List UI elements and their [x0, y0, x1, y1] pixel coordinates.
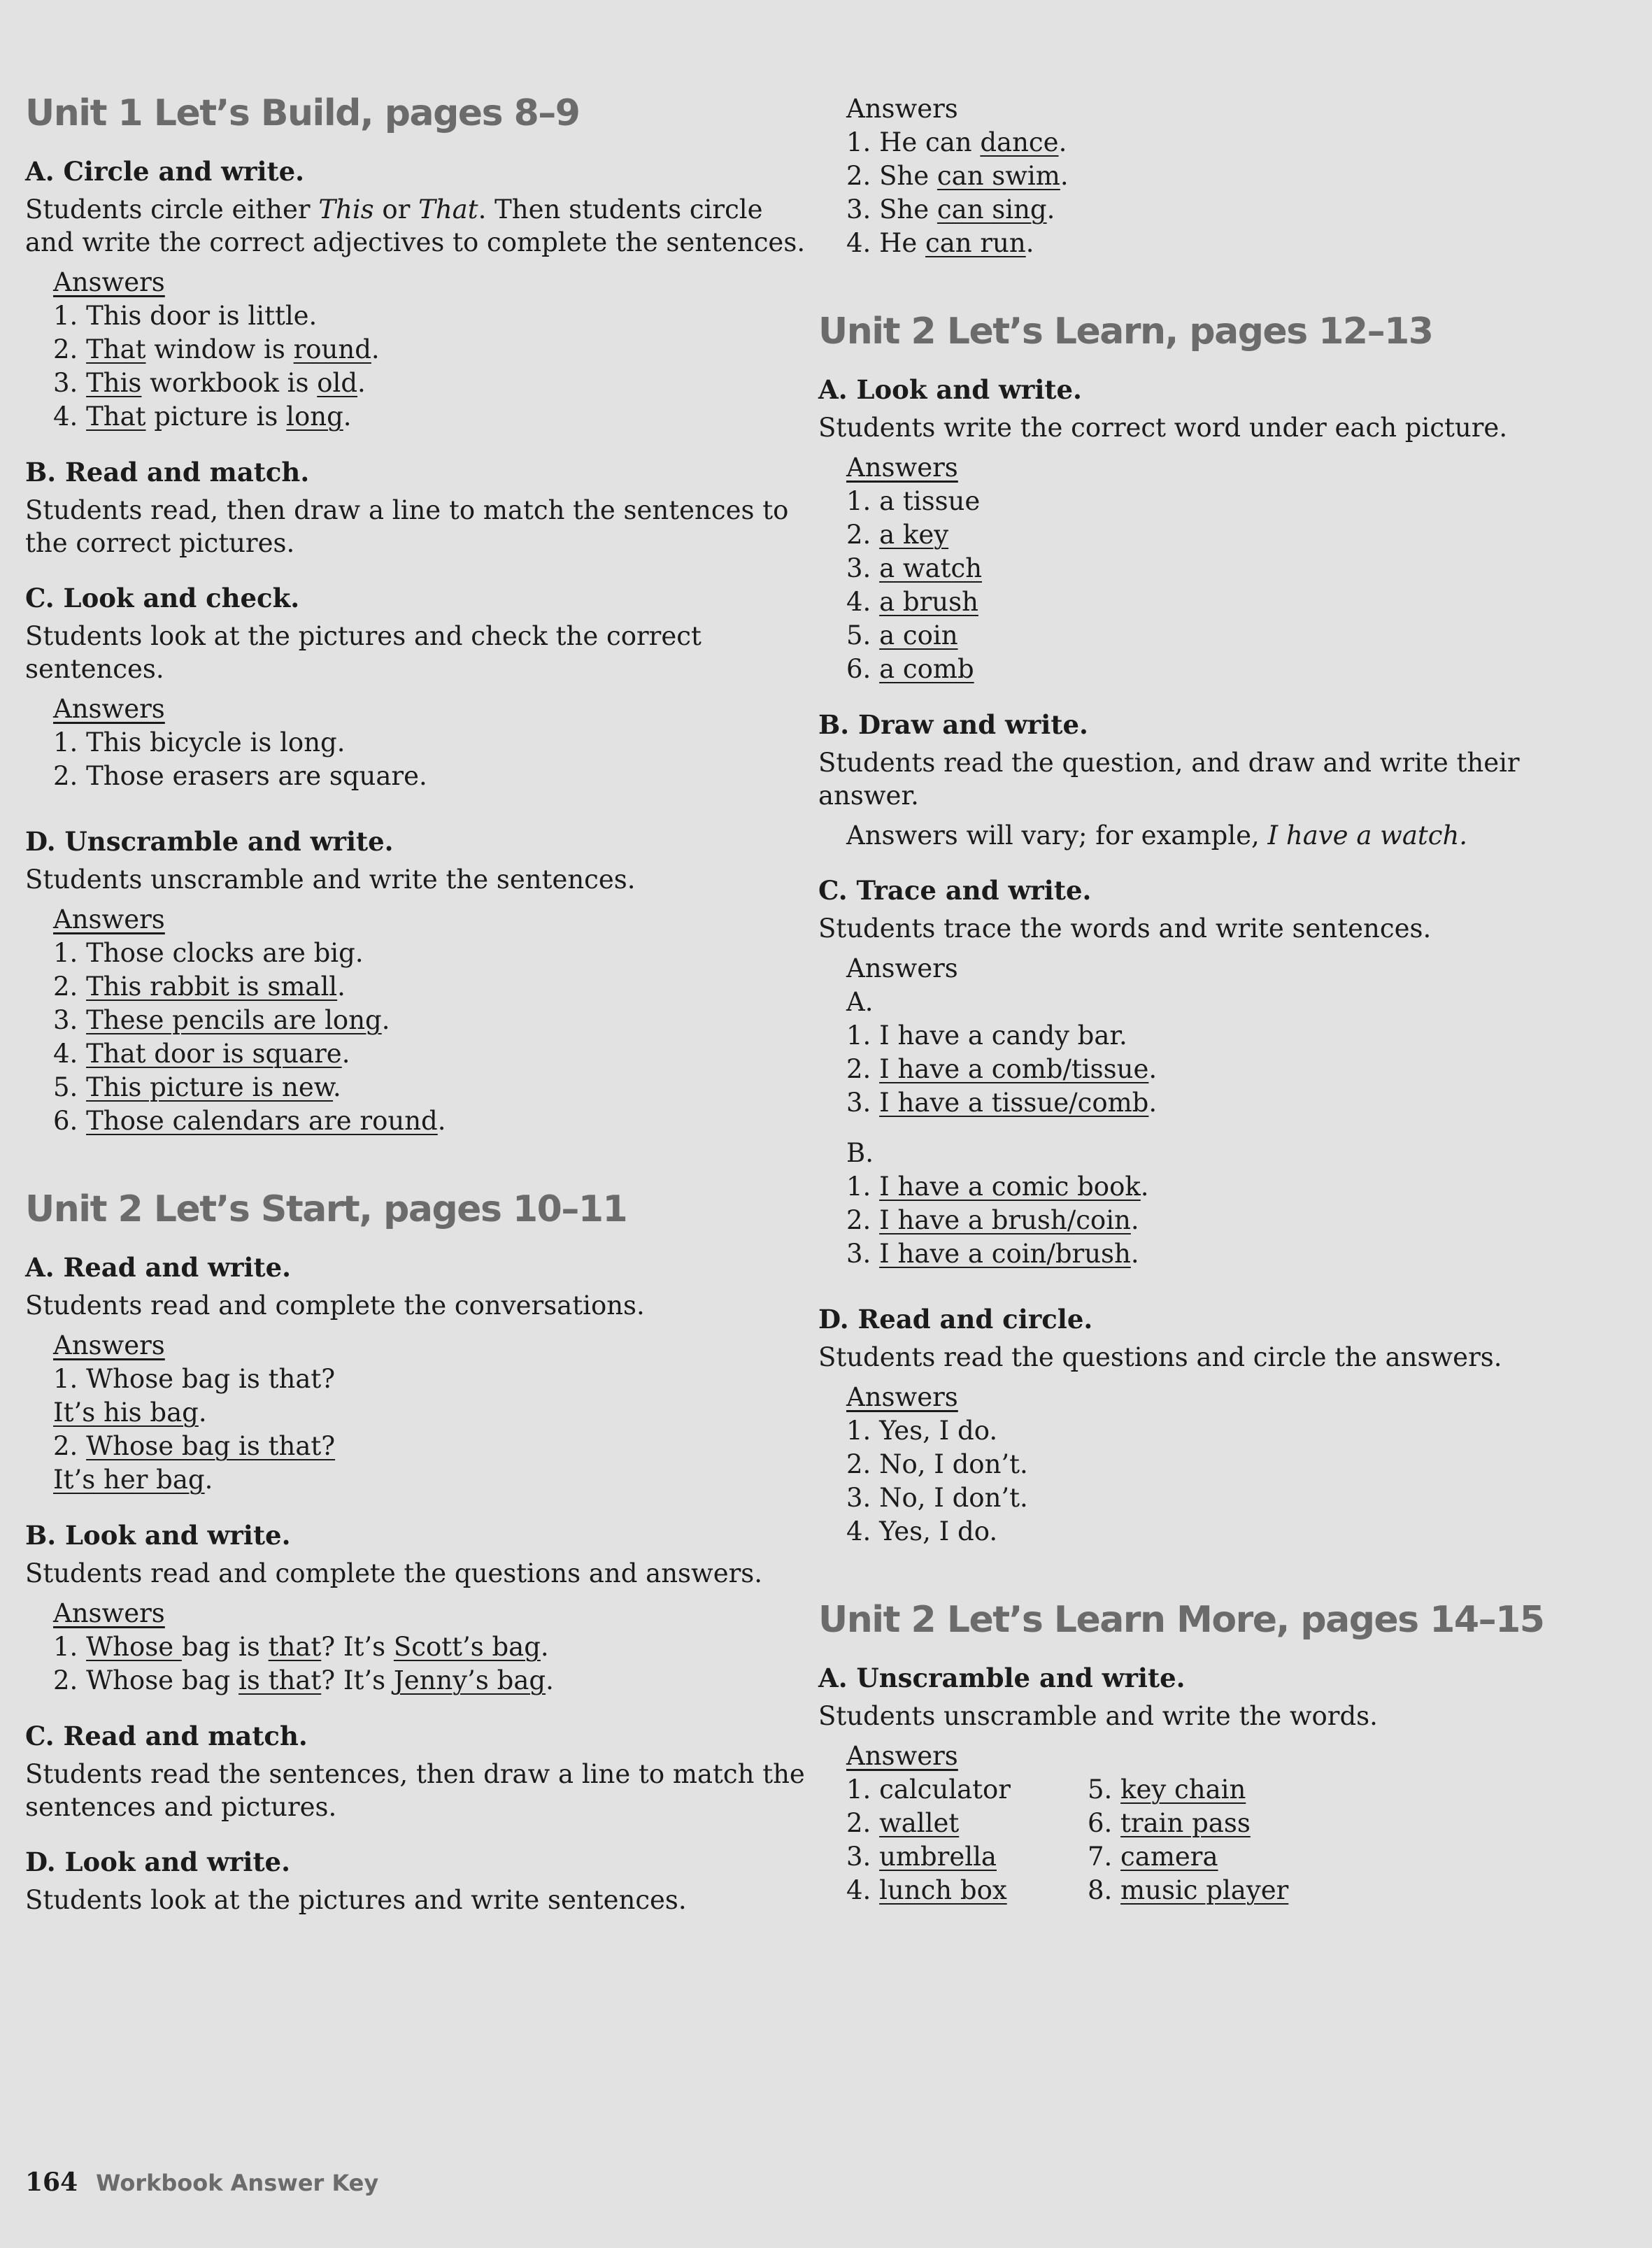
answer-item: 2. wallet [846, 1808, 960, 1838]
answers-label: Answers [53, 267, 165, 297]
unit2-start-title: Unit 2 Let’s Start, pages 10–11 [25, 1188, 627, 1230]
answer-item: 1. Those clocks are big. [53, 938, 364, 968]
answers-list [53, 1597, 809, 1698]
answer-item: 2. No, I don’t. [846, 1449, 1028, 1479]
answer-item: 3. She can sing. [846, 194, 1055, 225]
answers-label: Answers [846, 953, 958, 983]
right-column [818, 92, 1560, 1907]
answers-label: Answers [53, 904, 165, 934]
answer-item: 1. a tissue [846, 486, 981, 516]
instructions: Students unscramble and write the words. [818, 1701, 1378, 1731]
section-heading: D. Read and circle. [818, 1304, 1093, 1335]
section-heading: A. Read and write. [25, 1252, 292, 1283]
section-heading: B. Read and match. [25, 457, 310, 488]
answers-list [53, 903, 809, 1138]
answers-label: Answers [53, 694, 165, 724]
instructions: Students trace the words and write sentences. [818, 913, 1432, 944]
answers-label: Answers [53, 1598, 165, 1628]
section-heading: C. Look and check. [25, 583, 300, 613]
answers-col-2 [1088, 1773, 1288, 1907]
answer-item: 2. Whose bag is that? [53, 1431, 336, 1461]
answers-label: Answers [846, 453, 958, 483]
answers-label: Answers [846, 94, 958, 124]
instructions: Students read the sentences, then draw a line to match the sentences and pictures. [25, 1759, 805, 1822]
answers-list [53, 266, 809, 434]
answers-label: Answers [53, 1330, 165, 1360]
instructions: Students unscramble and write the sentences. [25, 865, 636, 895]
answer-item: 2. That window is round. [53, 334, 380, 364]
answer-item: 7. camera [1087, 1842, 1218, 1872]
section-heading: C. Read and match. [25, 1721, 308, 1751]
answer-item: 3. I have a tissue/comb. [846, 1088, 1158, 1118]
answer-item: 3. umbrella [846, 1842, 997, 1872]
answers-list [53, 692, 809, 793]
instructions: Students read and complete the conversations. [25, 1290, 645, 1321]
left-column [25, 91, 809, 1916]
answer-item: 2. I have a comb/tissue. [846, 1054, 1158, 1084]
answer-item: 8. music player [1087, 1875, 1289, 1905]
instructions: Students read, then draw a line to match the sentences to the correct pictures. [25, 495, 789, 558]
answer-item: 6. Those calendars are round. [53, 1106, 446, 1136]
answers-grid [846, 1773, 1560, 1907]
section-heading: D. Look and write. [25, 1847, 290, 1877]
section-heading: D. Unscramble and write. [25, 826, 394, 857]
answer-item: 4. That picture is long. [53, 401, 352, 432]
answers-col-1 [846, 1773, 1011, 1907]
answer-item: 4. Yes, I do. [846, 1516, 998, 1546]
answer-item: 3. a watch [846, 553, 983, 583]
answers-list [846, 451, 1560, 686]
page-number: 164 [25, 2168, 78, 2197]
instructions: Students circle either This or That. Then students circle and write the correct adjectives to complete the sentences. [25, 194, 806, 257]
answers-label: Answers [846, 1382, 958, 1412]
answer-item: It’s her bag. [53, 1465, 213, 1495]
answers-label: Answers [846, 1741, 958, 1771]
section-heading: B. Draw and write. [818, 709, 1088, 740]
answer-item: 1. I have a candy bar. [846, 1020, 1127, 1051]
instructions: Students read the questions and circle the answers. [818, 1342, 1502, 1372]
section-heading: A. Look and write. [818, 374, 1082, 405]
answer-item: 1. Yes, I do. [846, 1416, 998, 1446]
answer-item: 5. a coin [846, 620, 958, 650]
answer-item: 3. This workbook is old. [53, 368, 366, 398]
answer-item: 1. calculator [846, 1774, 1011, 1805]
instructions: Students write the correct word under each picture. [818, 413, 1508, 443]
answer-item: 2. a key [846, 520, 949, 550]
answer-item: 2. This rabbit is small. [53, 972, 346, 1002]
answer-item: 2. Whose bag is that? It’s Jenny’s bag. [53, 1665, 554, 1695]
answer-item: 1. This door is little. [53, 301, 318, 331]
instructions: Students look at the pictures and write sentences. [25, 1885, 687, 1915]
part-label: A. [846, 987, 874, 1017]
section-heading: A. Unscramble and write. [818, 1663, 1185, 1693]
section-heading: A. Circle and write. [25, 156, 305, 187]
answer-item: 3. No, I don’t. [846, 1483, 1028, 1513]
part-label: B. [846, 1138, 874, 1168]
answer-item: 6. a comb [846, 654, 974, 684]
answer-item: 6. train pass [1087, 1808, 1251, 1838]
unit2-learn-more-title: Unit 2 Let’s Learn More, pages 14–15 [818, 1599, 1544, 1641]
answer-item: 1. This bicycle is long. [53, 727, 346, 757]
answer-item: 2. She can swim. [846, 161, 1069, 191]
answers-list [846, 92, 1560, 260]
answer-item: 1. He can dance. [846, 127, 1067, 157]
answer-item: 4. a brush [846, 587, 978, 617]
answer-item: 5. key chain [1087, 1774, 1246, 1805]
section-heading: C. Trace and write. [818, 875, 1092, 906]
answer-item: 5. This picture is new. [53, 1072, 341, 1102]
answer-item: 1. Whose bag is that? [53, 1364, 336, 1394]
answer-item: 2. Those erasers are square. [53, 761, 427, 791]
answer-item: 4. lunch box [846, 1875, 1007, 1905]
instructions: Students look at the pictures and check the correct sentences. [25, 621, 702, 684]
footer-label: Workbook Answer Key [96, 2170, 379, 2196]
answers-list [846, 1740, 1560, 1907]
page-footer [25, 2168, 378, 2197]
unit2-learn-title: Unit 2 Let’s Learn, pages 12–13 [818, 311, 1433, 353]
instructions: Students read and complete the questions and answers. [25, 1558, 763, 1588]
answer-item: 1. Whose bag is that? It’s Scott’s bag. [53, 1632, 549, 1662]
example-answer: Answers will vary; for example, I have a watch. [846, 820, 1468, 851]
answer-item: 3. These pencils are long. [53, 1005, 390, 1035]
instructions: Students read the question, and draw and write their answer. [818, 748, 1520, 811]
answer-item: 4. That door is square. [53, 1039, 350, 1069]
answer-item: 2. I have a brush/coin. [846, 1205, 1139, 1235]
answers-list [846, 1381, 1560, 1549]
answer-item: 3. I have a coin/brush. [846, 1239, 1139, 1269]
answer-item: 4. He can run. [846, 228, 1034, 258]
answer-item: It’s his bag. [53, 1397, 207, 1428]
unit1-build-title: Unit 1 Let’s Build, pages 8–9 [25, 92, 580, 134]
answers-list [846, 952, 1560, 1271]
section-heading: B. Look and write. [25, 1520, 291, 1551]
answer-item: 1. I have a comic book. [846, 1172, 1149, 1202]
answers-list [53, 1329, 809, 1497]
